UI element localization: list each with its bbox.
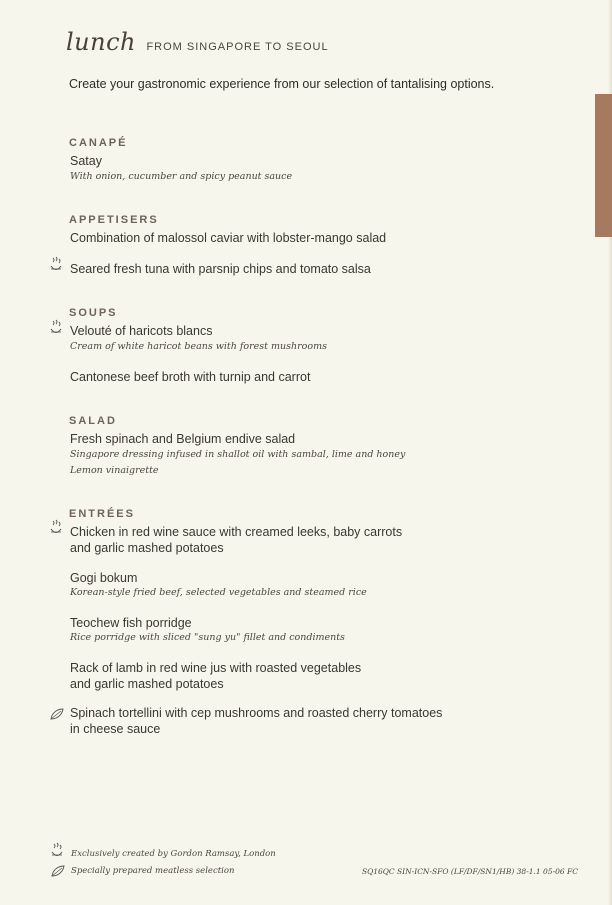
dish-description: Rice porridge with sliced "sung yu" fillet and condiments [70, 632, 345, 643]
dish-name: and garlic mashed potatoes [70, 677, 224, 691]
menu-title: lunch [66, 28, 136, 56]
dish-description: Cream of white haricot beans with forest mushrooms [70, 341, 327, 352]
footer-meatless-note: Specially prepared meatless selection [71, 866, 235, 876]
dish-name: and garlic mashed potatoes [70, 541, 224, 555]
dish-description: Lemon vinaigrette [70, 465, 159, 476]
dish-name: Cantonese beef broth with turnip and carrot [70, 370, 311, 384]
intro-text: Create your gastronomic experience from our selection of tantalising options. [69, 77, 495, 91]
menu-code: SQ16QC SIN-ICN-SFO (LF/DF/SN1/HB) 38-1.1 05-06 FC [361, 867, 578, 876]
section-title-soups: SOUPS [69, 307, 118, 319]
dish-name: Satay [70, 154, 102, 168]
dish-name: Velouté of haricots blancs [70, 324, 213, 338]
dish-name: Chicken in red wine sauce with creamed leeks, baby carrots [70, 525, 403, 539]
route-label: FROM SINGAPORE TO SEOUL [146, 41, 329, 53]
dish-name: Teochew fish porridge [70, 616, 192, 630]
chef-hat-icon [49, 256, 63, 274]
dish-name: Rack of lamb in red wine jus with roasted vegetables [70, 661, 362, 675]
section-title-appetisers: APPETISERS [69, 214, 159, 226]
dish-name: Seared fresh tuna with parsnip chips and tomato salsa [70, 262, 371, 276]
section-title-entrees: ENTRÉES [69, 508, 135, 520]
dish-description: With onion, cucumber and spicy peanut sauce [70, 171, 293, 182]
menu-header [66, 28, 329, 56]
chef-hat-icon [50, 842, 64, 860]
section-title-canape: CANAPÉ [69, 137, 128, 149]
dish-name: in cheese sauce [70, 722, 161, 736]
dish-name: Spinach tortellini with cep mushrooms and roasted cherry tomatoes [70, 706, 443, 720]
side-tab [595, 94, 612, 237]
footer-ramsay-note: Exclusively created by Gordon Ramsay, London [71, 849, 276, 859]
dish-name: Combination of malossol caviar with lobster-mango salad [70, 231, 387, 245]
dish-name: Fresh spinach and Belgium endive salad [70, 432, 296, 446]
chef-hat-icon [49, 319, 63, 337]
leaf-icon [49, 707, 65, 721]
chef-hat-icon [49, 519, 63, 537]
dish-description: Korean-style fried beef, selected vegetables and steamed rice [70, 587, 367, 598]
dish-name: Gogi bokum [70, 571, 138, 585]
section-title-salad: SALAD [69, 415, 117, 427]
dish-description: Singapore dressing infused in shallot oil with sambal, lime and honey [70, 449, 406, 460]
leaf-icon [50, 864, 66, 878]
